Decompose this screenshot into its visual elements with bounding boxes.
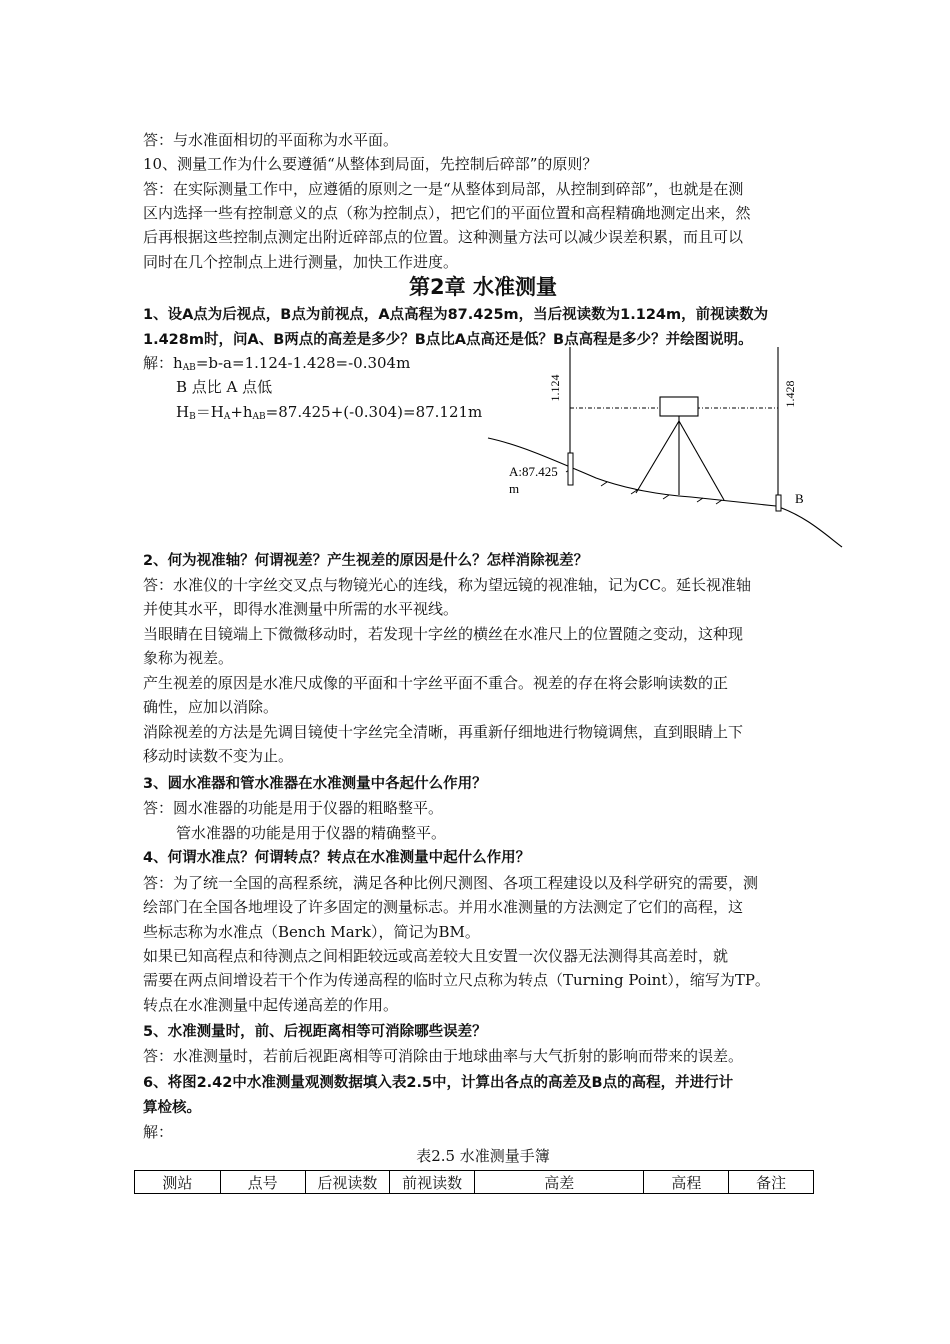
solution-label: 解： [143,1123,174,1141]
subscript-ab: AB [252,412,266,422]
rear-staff-base [568,453,573,485]
text-line: 消除视差的方法是先调目镜使十字丝完全清晰，再重新仔细地进行物镜调焦，直到眼睛上下 [143,723,744,741]
text-line: 答：水准测量时，若前后视距离相等可消除由于地球曲率与大气折射的影响而带来的误差。 [143,1047,744,1065]
subscript-b: B [189,412,196,422]
symbol-H: H [176,403,190,421]
question-2-title: 2、何为视准轴？何谓视差？产生视差的原因是什么？怎样消除视差？ [143,553,589,569]
text-line: 产生视差的原因是水准尺成像的平面和十字丝平面不重合。视差的存在将会影响读数的正 [143,674,729,692]
formula-1-text: =b-a=1.124-1.428=-0.304m [195,354,411,372]
rear-reading-label: 1.124 [548,374,562,402]
text-line: 象称为视差。 [143,649,234,667]
leveling-record-table [134,1170,814,1194]
subscript-a: A [223,412,231,422]
question-4-title: 4、何谓水准点？何谓转点？转点在水准测量中起什么作用？ [143,850,531,866]
header-remarks: 备注 [729,1171,814,1194]
solution-label: 解： [143,354,174,372]
text-line: 答：在实际测量工作中，应遵循的原则之一是“从整体到局部，从控制到碎部”，也就是在测 [143,180,744,198]
text-line: 绘部门在全国各地埋设了许多固定的测量标志。并用水准测量的方法测定了它们的高程，这 [143,898,744,916]
front-reading-label: 1.428 [783,380,797,408]
plus-h: +h [230,403,253,421]
leveling-diagram [486,343,846,551]
text-line: 同时在几个控制点上进行测量，加快工作进度。 [143,253,459,271]
question-1-line-1: 1、设A点为后视点，B点为前视点，A点高程为87.425m，当后视读数为1.124m，前视读数为 [143,307,769,323]
header-foresight: 前视读数 [390,1171,475,1194]
text-line: 移动时读数不变为止。 [143,747,294,765]
text-line: 答：为了统一全国的高程系统，满足各种比例尺测图、各项工程建设以及科学研究的需要，测 [143,874,759,892]
header-elevation: 高程 [644,1171,729,1194]
question-6-title-2: 算检核。 [143,1100,201,1116]
header-point-number: 点号 [220,1171,305,1194]
subscript-ab: AB [182,363,196,373]
solution-formula-2 [143,400,482,429]
tripod-leg-right [679,421,724,500]
table-caption: 表2.5 水准测量手簿 [416,1147,550,1165]
text-line: 答：与水准面相切的平面称为水平面。 [143,131,399,149]
formula-2-text: =87.425+(-0.304)=87.121m [265,403,483,421]
text-line: 当眼睛在目镜端上下微微移动时，若发现十字丝的横丝在水准尺上的位置随之变动，这种现 [143,625,744,643]
text-line: 后再根据这些控制点测定出附近碎部点的位置。这种测量方法可以减少误差积累，而且可以 [143,228,744,246]
text-line: 确性，应加以消除。 [143,698,279,716]
text-line: 如果已知高程点和待测点之间相距较远或高差较大且安置一次仪器无法测得其高差时，就 [143,947,729,965]
point-b-label: B [795,491,804,506]
equals-H: ＝H [195,403,224,421]
text-line: 答：水准仪的十字丝交叉点与物镜光心的连线，称为望远镜的视准轴，记为CC。延长视准轴 [143,576,751,594]
question-3-title: 3、圆水准器和管水准器在水准测量中各起什么作用？ [143,776,487,792]
table-header-row [135,1171,814,1194]
text-line: 需要在两点间增设若干个作为传递高程的临时立尺点称为转点（Turning Point），缩写为TP。 [143,971,770,989]
text-line: 管水准器的功能是用于仪器的精确整平。 [176,824,447,842]
ground-profile [488,438,842,547]
header-height-difference: 高差 [475,1171,644,1194]
question-1-line-2: 1.428m时，问A、B两点的高差是多少？B点比A点高还是低？B点高程是多少？并绘图说明。 [143,332,753,348]
text-line: 并使其水平，即得水准测量中所需的水平视线。 [143,600,459,618]
chapter-title: 第2章 水准测量 [409,275,557,299]
symbol-h: h [173,354,183,372]
question-6-title-1: 6、将图2.42中水准测量观测数据填入表2.5中，计算出各点的高差及B点的高程，并进行计 [143,1075,734,1091]
text-line: 区内选择一些有控制意义的点（称为控制点），把它们的平面位置和高程精确地测定出来，然 [143,204,751,222]
ground-hatching [566,468,722,504]
text-line: 些标志称为水准点（Bench Mark），简记为BM。 [143,923,480,941]
header-backsight: 后视读数 [305,1171,390,1194]
question-10: 10、测量工作为什么要遵循“从整体到局面，先控制后碎部”的原则？ [143,155,598,173]
text-line: 转点在水准测量中起传递高差的作用。 [143,996,399,1014]
answer-lower: B 点比 A 点低 [176,378,273,396]
point-a-label: A:87.425 [509,464,558,479]
text-line: 答：圆水准器的功能是用于仪器的粗略整平。 [143,799,444,817]
question-5-title: 5、水准测量时，前、后视距离相等可消除哪些误差？ [143,1024,487,1040]
level-instrument [660,397,698,416]
tripod-leg-left [636,421,679,493]
point-a-label-unit: m [509,481,520,496]
front-staff-base [776,495,781,511]
header-station: 测站 [135,1171,221,1194]
